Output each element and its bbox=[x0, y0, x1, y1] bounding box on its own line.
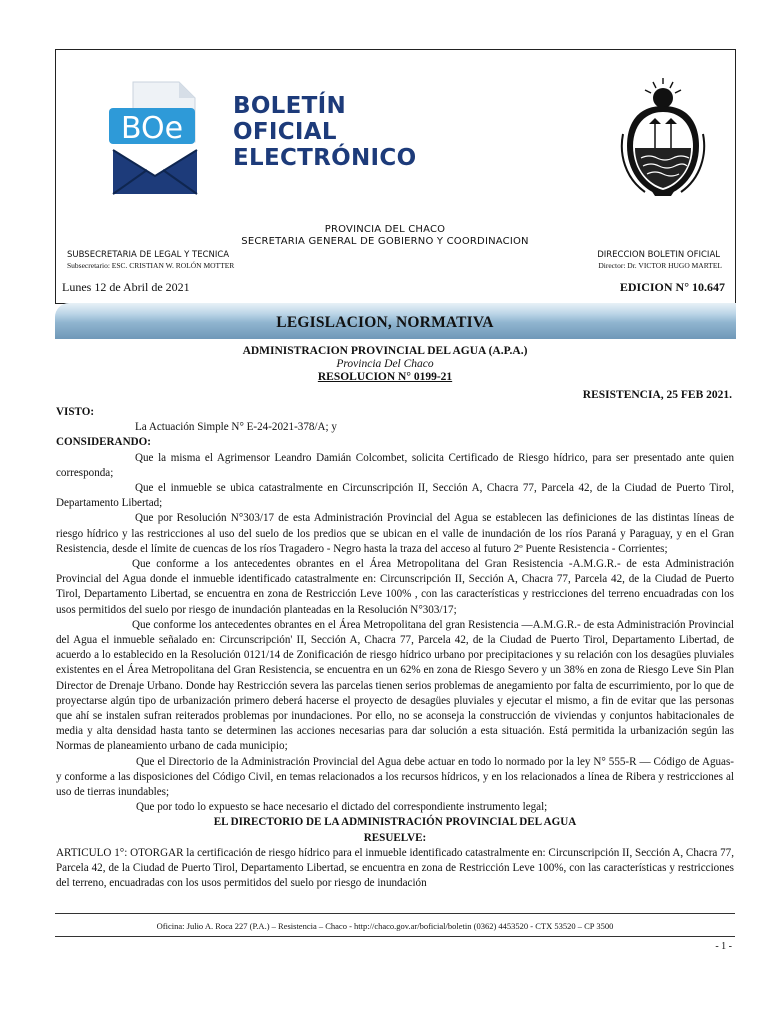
resuelve-heading: RESUELVE: bbox=[363, 831, 427, 844]
page-number: - 1 - bbox=[715, 941, 732, 952]
envelope-document-icon bbox=[95, 72, 215, 200]
considerando-paragraph: Que el Directorio de la Administración Provincial del Agua debe actuar en todo lo normado por la ley N° 555-R — Código de Aguas- y conforme a las disposiciones del Código Civil, en temas relacionados a los recursos hídricos, y en los relacionados a línea de Ribera y restricciones al uso de tierras inundables; bbox=[56, 755, 734, 799]
coat-of-arms-icon bbox=[615, 74, 711, 200]
title-line-1: BOLETÍN bbox=[233, 93, 347, 119]
director-person: Director: Dr. VICTOR HUGO MARTEL bbox=[598, 261, 722, 270]
footer-divider-top bbox=[55, 913, 735, 914]
article-1: ARTICULO 1°: OTORGAR la certificación de riesgo hídrico para el inmueble identificado catastralmente en: Circunscripción II, Sección A, Chacra 77, Parcela 42, de la Ciudad de Puerto Tirol, Departamento Libertad, se encuentra en zona de Restricción Leve 100%, con las características y restricciones del terreno, encuadradas con los usos permitidos del suelo por riesgo de inundación bbox=[56, 846, 734, 890]
province-name: PROVINCIA DEL CHACO bbox=[324, 224, 446, 235]
agency-province: Provincia Del Chaco bbox=[336, 358, 434, 370]
considerando-paragraph: Que conforme a los antecedentes obrantes en el Área Metropolitana del Gran Resistencia -A.M.G.R.- de esta Administración Provincial del Agua donde el inmueble identificado catastralmente en: Circunscripción II, Sección A, Chacra 77, Parcela 42, de la Ciudad de Puerto Tirol, Departamento Libertad, se encuentra en zona de Restricción Leve 100% , con las características y restricciones del terreno encuadradas con los usos permitidos del suelo por riesgo de inundación planteadas en la Resolución N°303/17; bbox=[56, 558, 734, 616]
visto-text: La Actuación Simple N° E-24-2021-378/A; y bbox=[135, 421, 337, 434]
resolution-body bbox=[56, 405, 734, 892]
subsecretariat-name: SUBSECRETARIA DE LEGAL Y TECNICA bbox=[67, 250, 230, 260]
considerando-paragraph: Que la misma el Agrimensor Leandro Damián Colcombet, solicita Certificado de Riesgo hídrico, para ser presentado ante quien corresponda; bbox=[56, 451, 734, 479]
footer-divider-bottom bbox=[55, 936, 735, 937]
title-line-3: ELECTRÓNICO bbox=[233, 145, 417, 171]
considerando-paragraph: Que el inmueble se ubica catastralmente en Circunscripción II, Sección A, Chacra 77, Parcela 42, de la Ciudad de Puerto Tirol, Departamento Libertad; bbox=[56, 482, 734, 510]
visto-label: VISTO: bbox=[56, 406, 95, 418]
section-title: LEGISLACION, NORMATIVA bbox=[276, 314, 494, 331]
considerando-paragraph: Que por todo lo expuesto se hace necesario el dictado del correspondiente instrumento legal; bbox=[136, 801, 548, 814]
office-info: Oficina: Julio A. Roca 227 (P.A.) – Resistencia – Chaco - http://chaco.gov.ar/boficial/boletin (0362) 4453520 - CTX 53520 – CP 3500 bbox=[156, 921, 614, 931]
logo-text: BOe bbox=[120, 111, 184, 146]
secretariat-name: SECRETARIA GENERAL DE GOBIERNO Y COORDINACION bbox=[241, 236, 529, 247]
considerando-label: CONSIDERANDO: bbox=[56, 436, 151, 449]
bulletin-title bbox=[233, 93, 416, 171]
considerando-paragraph: Que por Resolución N°303/17 de esta Administración Provincial del Agua se establecen las definiciones de las distintas líneas de riesgo hídrico y las restricciones al uso del suelo de los predios que se ubican en el valle de inundación de los ríos Paraná y Paraguay, y en el Gran Resistencia, desde el límite de cuencas de los ríos Tragadero - Negro hasta la traza del acceso al futuro 2º Puente Resistencia - Corrientes; bbox=[56, 512, 734, 555]
issue-date: Lunes 12 de Abril de 2021 bbox=[62, 280, 190, 294]
considerando-paragraph: Que conforme los antecedentes obrantes en el Área Metropolitana del gran Resistencia —A.M.G.R.- de esta Administración Provincial del Agua el inmueble señalado en: Circunscripción' II, Sección A, Chacra 77, Parcela 42, de la Ciudad de Puerto Tirol, Departamento Libertad, de acuerdo a lo establecido en la Resolución 0121/14 de Zonificación de riesgo hídrico urbano por precipitaciones y su relación con los desagües pluviales existentes en el Área Metropolitana del Gran Resistencia, se encuentra en un 62% en zona de Riesgo Severo y un 38% en zona de Riesgo Leve Sin Plan Director de Drenaje Urbano. Donde hay Restricción severa las parcelas tienen serios problemas de anegamiento por falta de escurrimiento, por lo que de proyectarse algún tipo de urbanización primero deberá hacerse el proyecto de desagües pluviales y ejecutar el mismo, a fin de evitar que las personas que ahí se instalen sufran reiterados problemas por inundaciones. Por ello, no se aconseja la construcción de viviendas y conjuntos habitacionales de media y alta densidad hasta tanto se determinen las acciones necesarias para dar solución a esta situación. Está permitida la urbanización según las Normas de planeamiento urbano de cada municipio; bbox=[56, 618, 734, 753]
resolution-number: RESOLUCION N° 0199-21 bbox=[317, 371, 453, 383]
title-line-2: OFICIAL bbox=[233, 119, 337, 145]
directorio-heading: EL DIRECTORIO DE LA ADMINISTRACIÓN PROVINCIAL DEL AGUA bbox=[213, 816, 577, 829]
subsecretary-person: Subsecretario: ESC. CRISTIAN W. ROLÓN MOTTER bbox=[67, 261, 235, 270]
edition-number: EDICION N° 10.647 bbox=[619, 280, 725, 294]
agency-name: ADMINISTRACION PROVINCIAL DEL AGUA (A.P.A.) bbox=[242, 345, 528, 357]
direction-name: DIRECCION BOLETIN OFICIAL bbox=[597, 250, 720, 260]
place-date: RESISTENCIA, 25 FEB 2021. bbox=[582, 389, 732, 401]
